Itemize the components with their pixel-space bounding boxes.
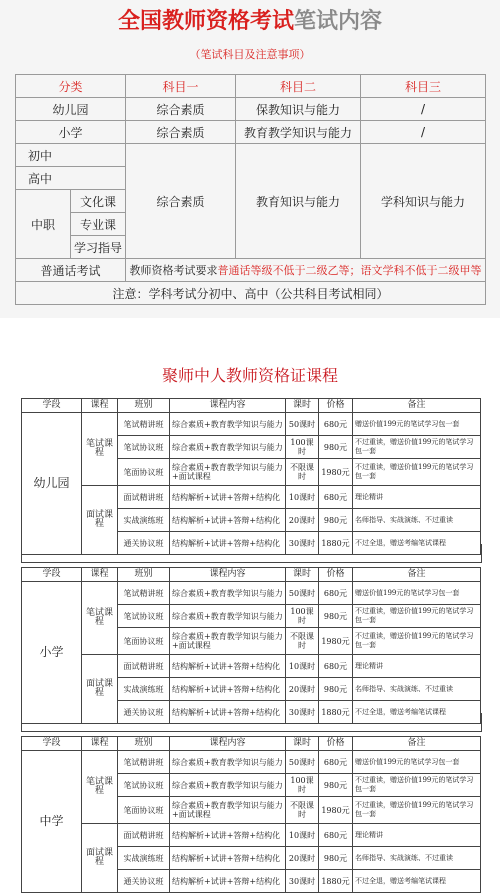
course-hours: 50课时: [286, 413, 319, 436]
table-row: [16, 98, 486, 121]
course-note: 理论精讲: [353, 655, 481, 678]
class-name: 通关协议班: [118, 532, 170, 555]
row-label: 中职: [16, 190, 71, 259]
course-content: 结构解析+试讲+答辩+结构化: [170, 824, 286, 847]
course-note: 不过重读，赠送价值199元的笔试学习包一套: [353, 628, 481, 655]
course-header-cell: 备注: [353, 568, 481, 582]
row-sublabel: 专业课: [71, 213, 126, 236]
course-price: 980元: [319, 509, 353, 532]
course-table: [21, 398, 481, 555]
course-note: 不过全退，赠送考编笔试课程: [353, 532, 481, 555]
course-header-row: [22, 399, 481, 413]
row-sublabel: 文化课: [71, 190, 126, 213]
course-title: 聚师中人教师资格证课程: [161, 366, 338, 385]
course-note: 不过全退，赠送考编笔试课程: [353, 701, 481, 724]
course-note: 不过重读，赠送价值199元的笔试学习包一套: [353, 459, 481, 486]
course-content: 综合素质+教育教学知识与能力: [170, 436, 286, 459]
cell: /: [361, 98, 486, 121]
course-content: 综合素质+教育教学知识与能力: [170, 751, 286, 774]
course-header-cell: 学段: [22, 737, 82, 751]
class-name: 笔试精讲班: [118, 582, 170, 605]
course-price: 680元: [319, 582, 353, 605]
header-subject-3: 科目三: [361, 75, 486, 98]
page-title: [0, 4, 500, 35]
course-hours: 100课时: [286, 774, 319, 797]
class-name: 实战演练班: [118, 678, 170, 701]
mandarin-text-1: 教师资格考试要求: [129, 264, 218, 277]
table-row: [22, 486, 481, 509]
class-name: 笔试精讲班: [118, 413, 170, 436]
course-note: 理论精讲: [353, 824, 481, 847]
level-label: 小学: [22, 582, 82, 724]
class-name: 实战演练班: [118, 509, 170, 532]
table-row: [22, 824, 481, 847]
course-note: 不过全退，赠送考编笔试课程: [353, 870, 481, 893]
course-header-row: [22, 737, 481, 751]
course-price: 680元: [319, 486, 353, 509]
course-content: 综合素质+教育教学知识与能力: [170, 605, 286, 628]
course-header-cell: 价格: [319, 399, 353, 413]
exam-note: 注意：学科考试分初中、高中（公共科目考试相同）: [16, 282, 486, 305]
class-name: 笔面协议班: [118, 797, 170, 824]
cell: 综合素质: [126, 144, 236, 259]
class-name: 笔试协议班: [118, 774, 170, 797]
course-header-cell: 班别: [118, 737, 170, 751]
row-label: 高中: [16, 167, 126, 190]
course-header-cell: 课程内容: [170, 399, 286, 413]
class-name: 笔试协议班: [118, 605, 170, 628]
table-row: [22, 655, 481, 678]
course-price: 680元: [319, 824, 353, 847]
table-row: [16, 144, 486, 167]
exam-subject-table: [15, 74, 486, 305]
cell: /: [361, 121, 486, 144]
class-name: 通关协议班: [118, 870, 170, 893]
course-price: 680元: [319, 751, 353, 774]
class-name: 笔面协议班: [118, 628, 170, 655]
level-label: 中学: [22, 751, 82, 893]
course-price: 680元: [319, 655, 353, 678]
course-content: 结构解析+试讲+答辩+结构化: [170, 701, 286, 724]
course-header-cell: 课程: [82, 737, 118, 751]
course-content: 综合素质+教育教学知识与能力: [170, 582, 286, 605]
row-label: 幼儿园: [16, 98, 126, 121]
course-header-cell: 学段: [22, 399, 82, 413]
course-hours: 30课时: [286, 532, 319, 555]
mandarin-text-2: 普通话等级不低于二级乙等: [217, 264, 350, 277]
course-hours: 30课时: [286, 870, 319, 893]
course-note: 名师指导、实战演练、不过重读: [353, 678, 481, 701]
course-content: 结构解析+试讲+答辩+结构化: [170, 870, 286, 893]
title-red: 全国教师资格考试: [117, 9, 294, 34]
course-hours: 30课时: [286, 701, 319, 724]
course-hours: 100课时: [286, 605, 319, 628]
row-sublabel: 学习指导: [71, 236, 126, 259]
course-price: 980元: [319, 605, 353, 628]
course-header-cell: 班别: [118, 568, 170, 582]
course-price: 980元: [319, 678, 353, 701]
class-name: 面试精讲班: [118, 486, 170, 509]
course-price: 1880元: [319, 532, 353, 555]
cell: 教育教学知识与能力: [236, 121, 361, 144]
cell: 综合素质: [126, 98, 236, 121]
course-header-cell: 课程内容: [170, 737, 286, 751]
cell: 学科知识与能力: [361, 144, 486, 259]
course-type: 面试课程: [82, 824, 118, 893]
course-content: 结构解析+试讲+答辩+结构化: [170, 655, 286, 678]
row-label: 初中: [16, 144, 126, 167]
course-hours: 10课时: [286, 824, 319, 847]
course-type: 面试课程: [82, 655, 118, 724]
course-hours: 20课时: [286, 847, 319, 870]
course-table: [21, 567, 481, 724]
course-content: 结构解析+试讲+答辩+结构化: [170, 678, 286, 701]
class-name: 笔试精讲班: [118, 751, 170, 774]
row-label: 小学: [16, 121, 126, 144]
table-row: [16, 121, 486, 144]
course-content: 结构解析+试讲+答辩+结构化: [170, 509, 286, 532]
course-note: 名师指导、实战演练、不过重读: [353, 509, 481, 532]
course-header-cell: 课时: [286, 568, 319, 582]
table-header-row: [16, 75, 486, 98]
header-category: 分类: [16, 75, 126, 98]
course-price: 1980元: [319, 459, 353, 486]
class-name: 面试精讲班: [118, 655, 170, 678]
course-content: 综合素质+教育教学知识与能力+面试课程: [170, 459, 286, 486]
course-price: 1980元: [319, 628, 353, 655]
section-gap: [21, 544, 482, 563]
course-hours: 50课时: [286, 582, 319, 605]
course-note: 赠送价值199元的笔试学习包一套: [353, 751, 481, 774]
course-price: 1880元: [319, 701, 353, 724]
course-hours: 100课时: [286, 436, 319, 459]
course-header-cell: 课程: [82, 568, 118, 582]
course-hours: 不限课时: [286, 797, 319, 824]
course-note: 名师指导、实战演练、不过重读: [353, 847, 481, 870]
course-type: 面试课程: [82, 486, 118, 555]
section-gap: [21, 713, 482, 732]
level-label: 幼儿园: [22, 413, 82, 555]
course-header-cell: 课程内容: [170, 568, 286, 582]
mandarin-label: 普通话考试: [16, 259, 126, 282]
course-content: 结构解析+试讲+答辩+结构化: [170, 486, 286, 509]
class-name: 笔试协议班: [118, 436, 170, 459]
course-table: [21, 736, 481, 893]
table-row: [22, 751, 481, 774]
course-content: 综合素质+教育教学知识与能力+面试课程: [170, 797, 286, 824]
course-header-cell: 课程: [82, 399, 118, 413]
course-content: 结构解析+试讲+答辩+结构化: [170, 847, 286, 870]
course-content: 综合素质+教育教学知识与能力+面试课程: [170, 628, 286, 655]
course-header-cell: 备注: [353, 737, 481, 751]
cell: 综合素质: [126, 121, 236, 144]
course-note: 赠送价值199元的笔试学习包一套: [353, 413, 481, 436]
header-subject-2: 科目二: [236, 75, 361, 98]
course-header-cell: 课时: [286, 399, 319, 413]
class-name: 面试精讲班: [118, 824, 170, 847]
course-price: 980元: [319, 847, 353, 870]
class-name: 笔面协议班: [118, 459, 170, 486]
course-header-cell: 课时: [286, 737, 319, 751]
course-price: 1880元: [319, 870, 353, 893]
exam-content-panel: [0, 0, 500, 318]
course-header-cell: 班别: [118, 399, 170, 413]
title-gray: 笔试内容: [294, 9, 383, 34]
page-subtitle: （笔试科目及注意事项）: [189, 48, 311, 61]
course-header-cell: 备注: [353, 399, 481, 413]
table-row: [22, 413, 481, 436]
cell: 保教知识与能力: [236, 98, 361, 121]
table-row: [16, 282, 486, 305]
course-header-cell: 学段: [22, 568, 82, 582]
course-note: 理论精讲: [353, 486, 481, 509]
mandarin-text-3: ；语文学科不低于二级甲等: [349, 264, 482, 277]
course-note: 不过重读，赠送价值199元的笔试学习包一套: [353, 436, 481, 459]
course-price: 980元: [319, 436, 353, 459]
mandarin-requirement: [126, 259, 486, 282]
course-content: 综合素质+教育教学知识与能力: [170, 774, 286, 797]
course-note: 不过重读，赠送价值199元的笔试学习包一套: [353, 797, 481, 824]
course-hours: 20课时: [286, 509, 319, 532]
course-note: 不过重读，赠送价值199元的笔试学习包一套: [353, 605, 481, 628]
course-price: 980元: [319, 774, 353, 797]
course-type: 笔试课程: [82, 751, 118, 824]
header-subject-1: 科目一: [126, 75, 236, 98]
table-row: [22, 582, 481, 605]
course-content: 综合素质+教育教学知识与能力: [170, 413, 286, 436]
course-price: 680元: [319, 413, 353, 436]
course-hours: 50课时: [286, 751, 319, 774]
class-name: 实战演练班: [118, 847, 170, 870]
course-hours: 20课时: [286, 678, 319, 701]
table-row: [16, 259, 486, 282]
course-note: 不过重读，赠送价值199元的笔试学习包一套: [353, 774, 481, 797]
course-content: 结构解析+试讲+答辩+结构化: [170, 532, 286, 555]
course-type: 笔试课程: [82, 582, 118, 655]
class-name: 通关协议班: [118, 701, 170, 724]
course-hours: 不限课时: [286, 628, 319, 655]
cell: 教育知识与能力: [236, 144, 361, 259]
course-note: 赠送价值199元的笔试学习包一套: [353, 582, 481, 605]
course-header-row: [22, 568, 481, 582]
course-type: 笔试课程: [82, 413, 118, 486]
course-header-cell: 价格: [319, 737, 353, 751]
course-price: 1980元: [319, 797, 353, 824]
course-header-cell: 价格: [319, 568, 353, 582]
course-hours: 10课时: [286, 486, 319, 509]
course-hours: 10课时: [286, 655, 319, 678]
course-hours: 不限课时: [286, 459, 319, 486]
